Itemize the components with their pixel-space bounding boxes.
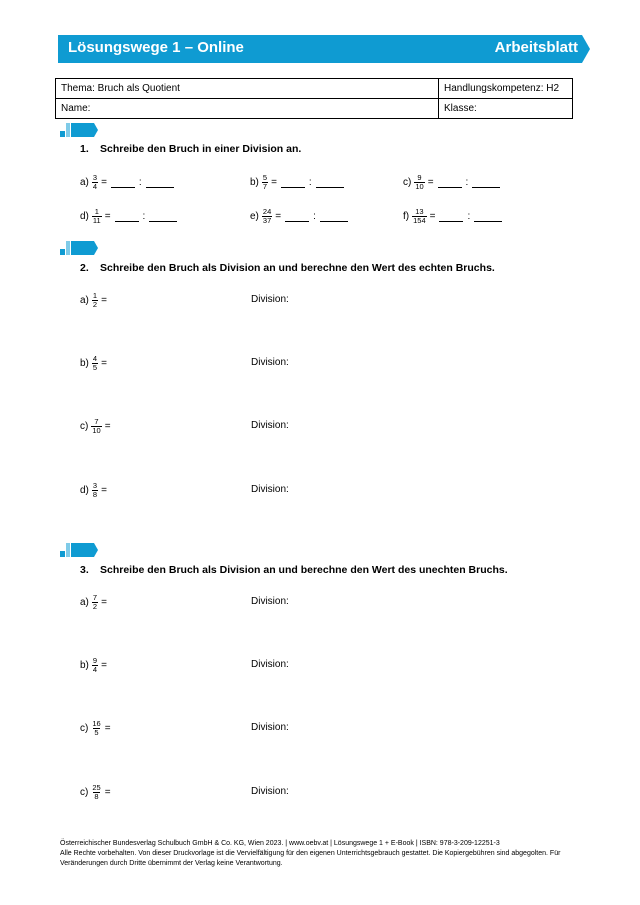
- competence-cell: Handlungskompetenz: H2: [439, 79, 573, 99]
- task-item: [80, 720, 111, 737]
- division-label: Division:: [251, 357, 289, 368]
- division-sign: :: [465, 177, 469, 188]
- answer-blank-divisor[interactable]: [146, 177, 174, 188]
- equals-sign: =: [101, 485, 107, 496]
- fraction: [92, 482, 98, 499]
- equals-sign: =: [101, 597, 107, 608]
- fraction: [92, 657, 98, 674]
- fraction-numerator: 7: [92, 593, 98, 602]
- fraction-denominator: 7: [262, 182, 268, 191]
- fraction-numerator: 16: [92, 719, 101, 728]
- section3-instruction: Schreibe den Bruch als Division an und berechne den Wert des unechten Bruchs.: [100, 564, 508, 576]
- fraction-denominator: 5: [92, 363, 98, 372]
- section3-heading: [80, 564, 508, 576]
- division-sign: :: [467, 211, 471, 222]
- answer-blank-dividend[interactable]: [438, 177, 462, 188]
- task-item: [80, 784, 111, 801]
- section1-instruction: Schreibe den Bruch in einer Division an.: [100, 143, 302, 155]
- fraction-numerator: 9: [92, 656, 98, 665]
- task-item: [403, 174, 500, 191]
- task-item: [80, 594, 107, 611]
- fraction: [91, 720, 101, 737]
- worksheet-title: Lösungswege 1 – Online: [68, 39, 244, 56]
- section1-heading: [80, 143, 301, 155]
- fraction-numerator: 24: [262, 207, 272, 216]
- division-label: Division:: [251, 294, 289, 305]
- equals-sign: =: [101, 358, 107, 369]
- fraction-numerator: 3: [92, 173, 98, 182]
- name-cell: Name:: [56, 99, 439, 119]
- section-marker-icon: [60, 122, 100, 138]
- fraction-denominator: 4: [92, 182, 98, 191]
- fraction-denominator: 11: [92, 216, 101, 225]
- answer-blank-dividend[interactable]: [115, 211, 139, 222]
- task-label: c): [80, 421, 89, 432]
- task-item: [80, 482, 107, 499]
- task-item: [250, 174, 344, 191]
- task-label: c): [403, 177, 412, 188]
- section2-heading: [80, 262, 495, 274]
- task-label: b): [250, 177, 259, 188]
- section3-number: 3.: [80, 564, 89, 576]
- division-label: Division:: [251, 722, 289, 733]
- worksheet-type: Arbeitsblatt: [494, 39, 578, 56]
- footer: [60, 839, 580, 869]
- equals-sign: =: [104, 787, 111, 798]
- fraction-numerator: 9: [417, 173, 422, 182]
- class-cell: Klasse:: [439, 99, 573, 119]
- fraction-denominator: 5: [94, 728, 99, 737]
- fraction-denominator: 154: [413, 216, 426, 225]
- division-sign: :: [313, 211, 316, 222]
- answer-blank-dividend[interactable]: [111, 177, 135, 188]
- footer-rights: Alle Rechte vorbehalten. Von dieser Druckvorlage ist die Vervielfältigung für den eigenen Unterrichtsgebrauch gestattet. Die Kopiergebühren sind abgegolten. Für Veränderungen durch Dritte übernimmt der Verlag keine Verantwortung.: [60, 850, 561, 867]
- equals-sign: =: [275, 211, 282, 222]
- task-label: a): [80, 597, 89, 608]
- answer-blank-divisor[interactable]: [149, 211, 177, 222]
- task-item: [80, 208, 177, 225]
- answer-blank-dividend[interactable]: [285, 211, 309, 222]
- fraction-denominator: 8: [92, 490, 98, 499]
- answer-blank-divisor[interactable]: [320, 211, 348, 222]
- fraction-denominator: 2: [92, 300, 98, 309]
- equals-sign: =: [104, 723, 111, 734]
- equals-sign: =: [427, 177, 434, 188]
- task-item: [80, 292, 107, 309]
- equals-sign: =: [101, 660, 107, 671]
- fraction-denominator: 37: [262, 216, 272, 225]
- fraction-denominator: 2: [92, 602, 98, 611]
- division-sign: :: [142, 211, 146, 222]
- division-label: Division:: [251, 659, 289, 670]
- task-item: [80, 418, 111, 435]
- task-item: [403, 208, 502, 225]
- task-label: c): [80, 787, 89, 798]
- task-label: b): [80, 660, 89, 671]
- answer-blank-dividend[interactable]: [439, 211, 463, 222]
- task-label: c): [80, 723, 89, 734]
- task-label: a): [80, 295, 89, 306]
- fraction: [414, 174, 424, 191]
- fraction-numerator: 13: [415, 207, 424, 216]
- table-row: [56, 99, 573, 119]
- task-item: [80, 355, 107, 372]
- section-marker-icon: [60, 240, 100, 256]
- fraction-denominator: 10: [415, 182, 424, 191]
- task-label: d): [80, 485, 89, 496]
- fraction-numerator: 4: [92, 354, 98, 363]
- fraction: [262, 208, 272, 225]
- fraction-denominator: 4: [92, 665, 98, 674]
- theme-cell: Thema: Bruch als Quotient: [56, 79, 439, 99]
- division-label: Division:: [251, 786, 289, 797]
- division-sign: :: [138, 177, 142, 188]
- fraction: [92, 174, 98, 191]
- answer-blank-dividend[interactable]: [281, 177, 305, 188]
- equals-sign: =: [104, 421, 111, 432]
- section2-instruction: Schreibe den Bruch als Division an und berechne den Wert des echten Bruchs.: [100, 262, 495, 274]
- equals-sign: =: [271, 177, 277, 188]
- fraction-numerator: 5: [262, 173, 268, 182]
- fraction-denominator: 10: [92, 426, 101, 435]
- equals-sign: =: [104, 211, 111, 222]
- fraction-numerator: 7: [94, 417, 99, 426]
- division-sign: :: [308, 177, 312, 188]
- answer-blank-divisor[interactable]: [474, 211, 502, 222]
- fraction-denominator: 8: [94, 792, 99, 801]
- task-label: d): [80, 211, 89, 222]
- answer-blank-divisor[interactable]: [472, 177, 500, 188]
- fraction-numerator: 3: [92, 481, 98, 490]
- answer-blank-divisor[interactable]: [316, 177, 344, 188]
- section2-number: 2.: [80, 262, 89, 274]
- task-item: [80, 657, 107, 674]
- fraction: [262, 174, 268, 191]
- fraction-numerator: 1: [92, 291, 98, 300]
- info-table: [55, 78, 573, 119]
- task-item: [250, 208, 348, 225]
- fraction: [412, 208, 427, 225]
- equals-sign: =: [101, 295, 107, 306]
- fraction: [92, 594, 98, 611]
- task-item: [80, 174, 174, 191]
- task-label: a): [80, 177, 89, 188]
- task-label: f): [403, 211, 410, 222]
- section-marker-icon: [60, 542, 100, 558]
- fraction-numerator: 25: [92, 783, 101, 792]
- division-label: Division:: [251, 596, 289, 607]
- division-label: Division:: [251, 420, 289, 431]
- task-label: b): [80, 358, 89, 369]
- section1-number: 1.: [80, 143, 89, 155]
- header-banner: [58, 35, 590, 63]
- task-label: e): [250, 211, 259, 222]
- division-label: Division:: [251, 484, 289, 495]
- footer-publisher: Österreichischer Bundesverlag Schulbuch GmbH & Co. KG, Wien 2023. | www.oebv.at | Lösungswege 1 + E-Book | ISBN: 978-3-209-12251-3: [60, 840, 500, 847]
- fraction: [91, 784, 101, 801]
- fraction: [91, 418, 101, 435]
- fraction: [92, 292, 98, 309]
- fraction: [92, 355, 98, 372]
- fraction: [92, 208, 102, 225]
- fraction-numerator: 1: [94, 207, 99, 216]
- equals-sign: =: [101, 177, 107, 188]
- equals-sign: =: [429, 211, 436, 222]
- table-row: [56, 79, 573, 99]
